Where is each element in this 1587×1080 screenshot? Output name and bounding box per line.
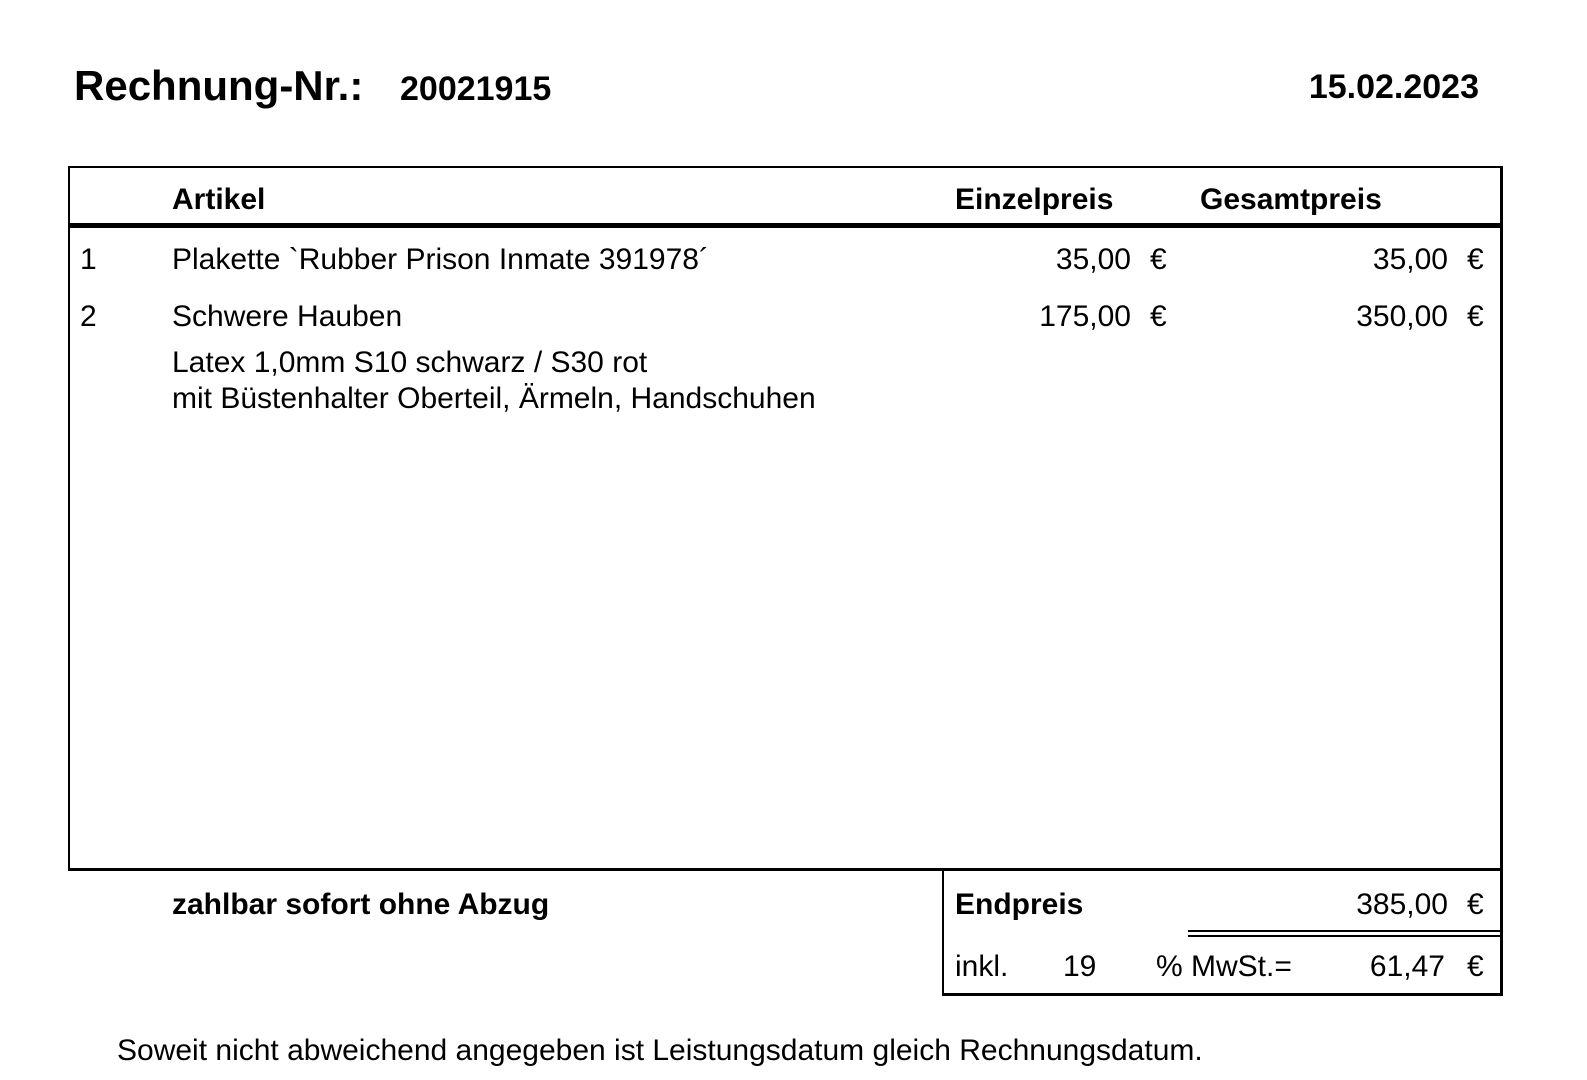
row-article: Schwere Hauben — [172, 300, 403, 333]
row-article: Plakette `Rubber Prison Inmate 391978´ — [172, 243, 709, 276]
invoice-label: Rechnung-Nr.: — [74, 62, 364, 109]
table-header-underline — [68, 223, 1503, 228]
row-unit-price: 35,00 — [1055, 243, 1131, 276]
totals-box-left-border — [942, 868, 944, 996]
total-value: 385,00 — [1356, 888, 1448, 921]
service-date-note: Soweit nicht abweichend angegeben ist Leistungsdatum gleich Rechnungsdatum. — [117, 1034, 1203, 1067]
invoice-date: 15.02.2023 — [1308, 68, 1479, 106]
row-unit-price: 175,00 — [1039, 300, 1131, 333]
row-total-price: 35,00 — [1372, 243, 1448, 276]
total-label: Endpreis — [955, 888, 1084, 921]
vat-label: % MwSt.= — [1156, 950, 1292, 983]
vat-rate: 19 — [1063, 950, 1097, 983]
row-position: 2 — [80, 300, 97, 333]
totals-box-bottom-border — [942, 993, 1503, 996]
invoice-number: 20021915 — [400, 70, 552, 108]
total-double-underline-2 — [1188, 935, 1500, 937]
row-position: 1 — [80, 243, 97, 276]
row-total-price-currency: € — [1467, 243, 1484, 276]
row-article-detail: Latex 1,0mm S10 schwarz / S30 rot — [172, 346, 648, 379]
column-header-total-price: Gesamtpreis — [1200, 183, 1382, 216]
table-left-border — [68, 166, 70, 871]
table-bottom-border — [68, 868, 1503, 871]
row-unit-price-currency: € — [1150, 300, 1167, 333]
row-total-price: 350,00 — [1356, 300, 1448, 333]
vat-value: 61,47 — [1369, 950, 1445, 983]
vat-currency: € — [1467, 950, 1484, 983]
table-top-border — [68, 166, 1503, 168]
vat-prefix: inkl. — [955, 950, 1009, 983]
total-double-underline-1 — [1188, 930, 1500, 932]
column-header-unit-price: Einzelpreis — [955, 183, 1114, 216]
row-article-detail: mit Büstenhalter Oberteil, Ärmeln, Handschuhen — [172, 382, 816, 415]
payment-terms: zahlbar sofort ohne Abzug — [172, 888, 550, 921]
column-header-article: Artikel — [172, 183, 266, 216]
table-right-border — [1500, 166, 1503, 996]
total-currency: € — [1467, 888, 1484, 921]
row-total-price-currency: € — [1467, 300, 1484, 333]
row-unit-price-currency: € — [1150, 243, 1167, 276]
